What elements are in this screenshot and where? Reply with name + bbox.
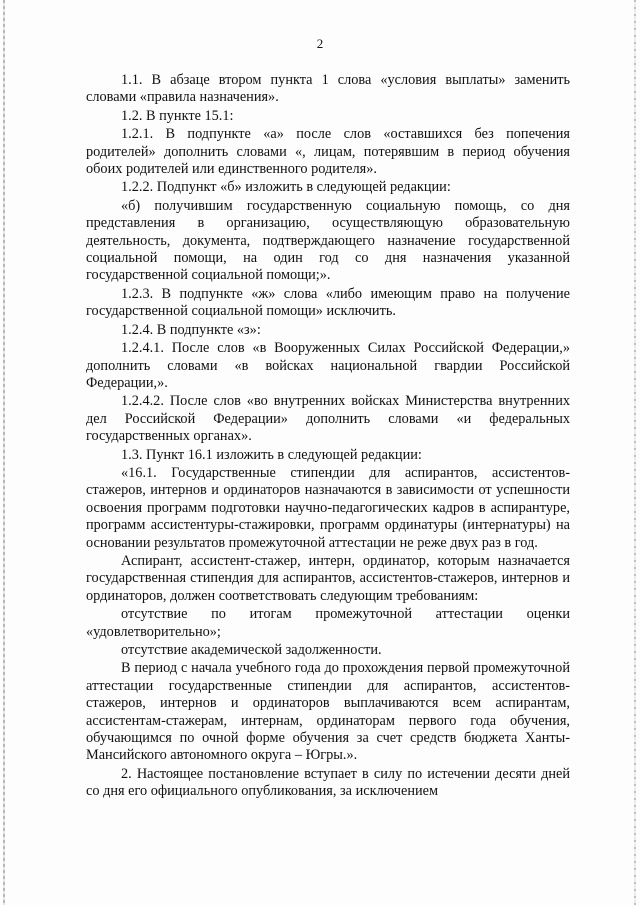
scan-edge-left — [3, 0, 5, 905]
paragraph-1-1: 1.1. В абзаце втором пункта 1 слова «условия выплаты» заменить словами «правила назначения». — [86, 72, 570, 106]
paragraph-no-satisfactory: отсутствие по итогам промежуточной аттестации оценки «удовлетворительно»; — [86, 606, 570, 640]
paragraph-1-3: 1.3. Пункт 16.1 изложить в следующей редакции: — [121, 446, 422, 463]
paragraph-1-2-1: 1.2.1. В подпункте «а» после слов «оставшихся без попечения родителей» дополнить словами «, лицам, потерявшим в период обучения обоих родителей или единственного родителя». — [86, 126, 570, 178]
paragraph-1-2-4-2: 1.2.4.2. После слов «во внутренних войсках Министерства внутренних дел Российской Федерации» дополнить словами «и федеральных государственных органах». — [86, 393, 570, 445]
paragraph-2: 2. Настоящее постановление вступает в силу по истечении десяти дней со дня его официального опубликования, за исключением — [86, 765, 570, 800]
paragraph-quote-b: «б) получившим государственную социальную помощь, со дня представления в организацию, осуществляющую образовательную деятельность, документа, подтверждающего назначение государственной социальной помощи, на один год со дня назначения указанной государственной социальной помощи;». — [86, 197, 570, 284]
paragraph-1-2: 1.2. В пункте 15.1: — [121, 107, 234, 124]
paragraph-1-2-4: 1.2.4. В подпункте «з»: — [121, 321, 261, 338]
paragraph-1-2-2: 1.2.2. Подпункт «б» изложить в следующей редакции: — [121, 179, 451, 196]
paragraph-first-period: В период с начала учебного года до прохождения первой промежуточной аттестации государственные стипендии для аспирантов, ассистентов-стажеров, интернов и ординаторов выплачиваются всем аспирантам, ассистентам-стажерам, интернам, ординаторам первого года обучения, обучающимся по очной форме обучения за счет средств бюджета Ханты-Мансийского автономного округа – Югры.». — [86, 660, 570, 764]
scan-edge-right — [634, 0, 636, 905]
paragraph-1-2-3: 1.2.3. В подпункте «ж» слова «либо имеющим право на получение государственной социальной помощи» исключить. — [86, 285, 570, 320]
paragraph-no-debt: отсутствие академической задолженности. — [121, 642, 382, 658]
page-number: 2 — [316, 36, 324, 51]
document-body — [86, 72, 570, 801]
paragraph-requirements: Аспирант, ассистент-стажер, интерн, ординатор, которым назначается государственная стипендия для аспирантов, ассистентов-стажеров, интернов и ординаторов, должен соответствовать следующим требованиям: — [86, 552, 570, 604]
paragraph-1-2-4-1: 1.2.4.1. После слов «в Вооруженных Силах Российской Федерации,» дополнить словами «в войсках национальной гвардии Российской Федерации,». — [86, 340, 570, 391]
paragraph-16-1: «16.1. Государственные стипендии для аспирантов, ассистентов-стажеров, интернов и ординаторов назначаются в зависимости от успешности освоения программ подготовки научно-педагогических кадров в аспирантуре, программ ассистентуры-стажировки, программ ординатуры (интернатуры) на основании результатов промежуточной аттестации не реже двух раз в год. — [86, 464, 570, 551]
